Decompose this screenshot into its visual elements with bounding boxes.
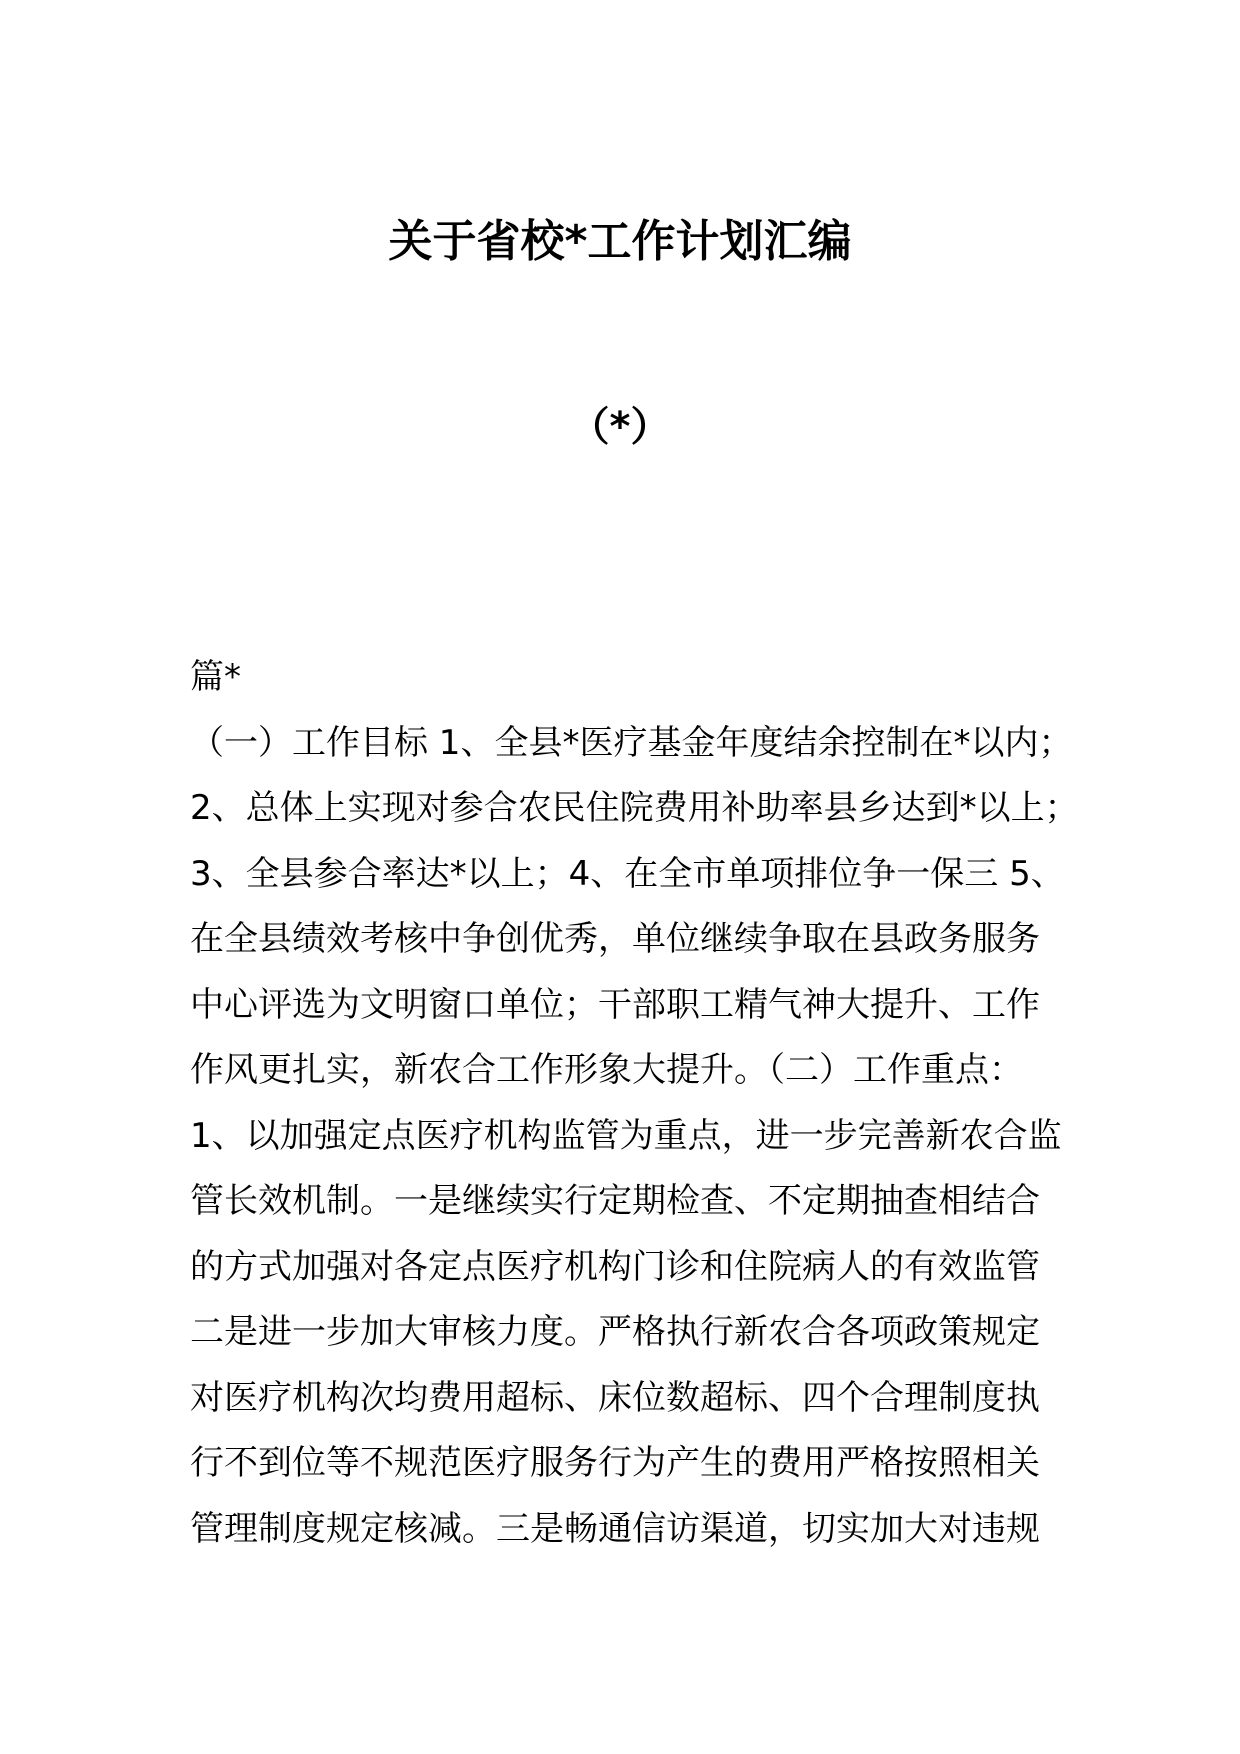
document-body	[190, 645, 1090, 1562]
document-subtitle: （*）	[569, 404, 671, 450]
body-line: 作风更扎实，新农合工作形象大提升。（二）工作重点：	[190, 1050, 1023, 1090]
body-line: 管理制度规定核减。三是畅通信访渠道，切实加大对违规	[190, 1508, 1040, 1549]
body-line: 的方式加强对各定点医疗机构门诊和住院病人的有效监管	[190, 1246, 1040, 1287]
body-line: 2、总体上实现对参合农民住院费用补助率县乡达到*以上；	[190, 788, 1079, 828]
body-line: 中心评选为文明窗口单位；干部职工精气神大提升、工作	[190, 984, 1040, 1025]
document-title: 关于省校*工作计划汇编	[388, 216, 852, 267]
body-line: 3、全县参合率达*以上；4、在全市单项排位争一保三 5、	[190, 853, 1065, 894]
section-heading: 篇*	[190, 657, 241, 697]
body-line: 对医疗机构次均费用超标、床位数超标、四个合理制度执	[190, 1377, 1040, 1418]
body-line: 行不到位等不规范医疗服务行为产生的费用严格按照相关	[190, 1443, 1040, 1483]
body-line: （一）工作目标 1、全县*医疗基金年度结余控制在*以内；	[190, 722, 1073, 763]
body-line: 在全县绩效考核中争创优秀，单位继续争取在县政务服务	[190, 919, 1040, 959]
body-line: 管长效机制。一是继续实行定期检查、不定期抽查相结合	[190, 1181, 1040, 1221]
body-line: 1、以加强定点医疗机构监管为重点，进一步完善新农合监	[190, 1115, 1062, 1156]
body-line: 二是进一步加大审核力度。严格执行新农合各项政策规定	[190, 1312, 1040, 1352]
